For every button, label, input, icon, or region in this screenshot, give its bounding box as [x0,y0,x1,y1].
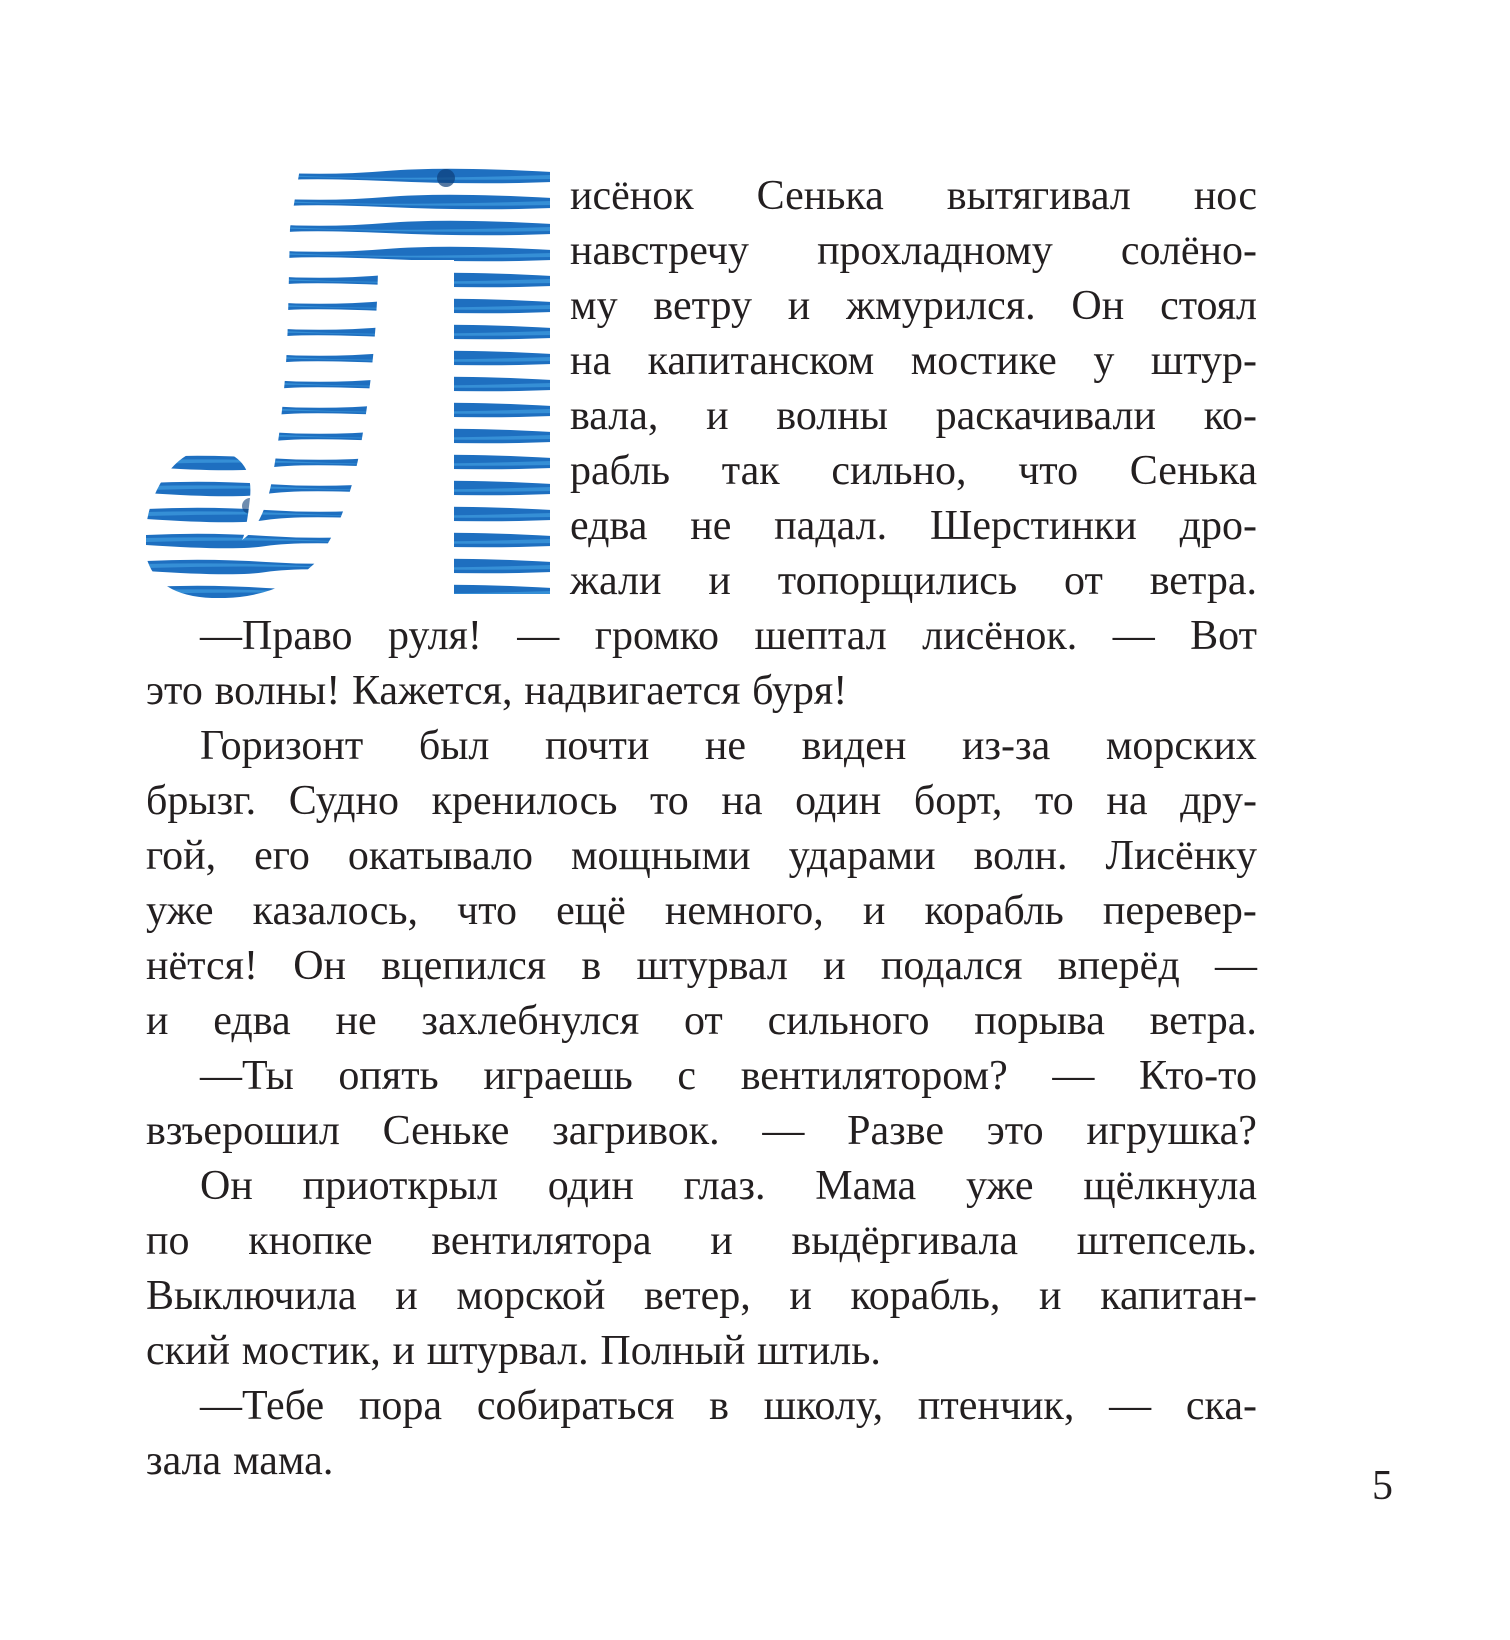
text-line: Выключила и морской ветер, и корабль, и капитан- [146,1273,1257,1319]
text-line: жали и топорщились от ветра. [570,558,1257,604]
text-line: му ветру и жмурился. Он стоял [570,283,1257,329]
page-number: 5 [1372,1463,1393,1509]
text-line: —Тебе пора собираться в школу, птенчик, — ска- [200,1383,1257,1429]
text-line: уже казалось, что ещё немного, и корабль перевер- [146,888,1257,934]
text-line: и едва не захлебнулся от сильного порыва ветра. [146,998,1257,1044]
text-line: на капитанском мостике у штур- [570,338,1257,384]
text-line: вала, и волны раскачивали ко- [570,393,1257,439]
text-line: взъерошил Сеньке загривок. — Разве это игрушка? [146,1108,1257,1154]
text-line: —Право руля! — громко шептал лисёнок. — Вот [200,613,1257,659]
text-line: навстречу прохладному солёно- [570,228,1257,274]
text-line: —Ты опять играешь с вентилятором? — Кто-то [200,1053,1257,1099]
text-line: брызг. Судно кренилось то на один борт, то на дру- [146,778,1257,824]
text-line: едва не падал. Шерстинки дро- [570,503,1257,549]
text-line: нётся! Он вцепился в штурвал и подался вперёд — [146,943,1257,989]
text-line: исёнок Сенька вытягивал нос [570,173,1257,219]
text-line: зала мама. [146,1438,334,1484]
dropcap-letter-l [146,168,552,598]
text-line: ский мостик, и штурвал. Полный штиль. [146,1328,881,1374]
text-line: Горизонт был почти не виден из-за морских [200,723,1257,769]
text-line: по кнопке вентилятора и выдёргивала штепсель. [146,1218,1257,1264]
text-line: гой, его окатывало мощными ударами волн. Лисёнку [146,833,1257,879]
text-line: рабль так сильно, что Сенька [570,448,1257,494]
text-line: это волны! Кажется, надвигается буря! [146,668,848,714]
text-line: Он приоткрыл один глаз. Мама уже щёлкнула [200,1163,1257,1209]
